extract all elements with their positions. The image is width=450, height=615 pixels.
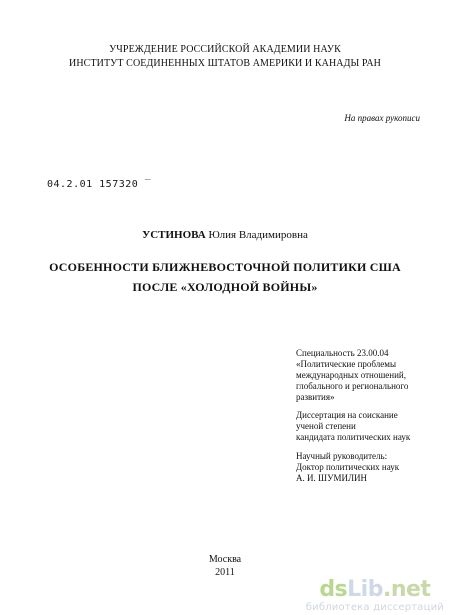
year: 2011 [215,567,235,578]
author-name [0,229,450,241]
specialty-name-line: «Политические проблемы [296,359,397,369]
dslib-subtitle: библиотека диссертаций [305,602,444,613]
dslib-watermark [306,579,444,613]
institution-line-1: УЧРЕЖДЕНИЕ РОССИЙСКОЙ АКАДЕМИИ НАУК [109,44,341,55]
supervisor-degree: Доктор политических наук [296,462,400,472]
supervisor-block [296,451,399,484]
thesis-title-line-1: ОСОБЕННОСТИ БЛИЖНЕВОСТОЧНОЙ ПОЛИТИКИ США [49,260,401,274]
supervisor-name: А. И. ШУМИЛИН [296,473,368,483]
degree-line: ученой степени [296,421,356,431]
author-surname: УСТИНОВА [142,229,206,241]
author-given-names: Юлия Владимировна [208,229,308,241]
degree-line: кандидата политических наук [296,432,411,442]
city: Москва [208,554,242,565]
institution-line-2: ИНСТИТУТ СОЕДИНЕННЫХ ШТАТОВ АМЕРИКИ И КАНАДЫ РАН [69,58,381,69]
registration-stamp: 04.2.01 157320 ‾ [47,179,152,190]
specialty-name-line: международных отношений, [296,370,406,380]
degree-block [296,410,410,443]
specialty-block [296,348,408,403]
rights-note: На правах рукописи [344,113,420,123]
specialty-name-line: глобального и регионального [296,381,409,391]
dslib-logo: ds Lib .net [319,577,431,602]
thesis-title-line-2: ПОСЛЕ «ХОЛОДНОЙ ВОЙНЫ» [132,280,318,294]
specialty-name-line: развития» [296,392,335,402]
supervisor-label: Научный руководитель: [296,451,388,461]
degree-line: Диссертация на соискание [296,410,398,420]
specialty-code: Специальность 23.00.04 [296,348,389,358]
